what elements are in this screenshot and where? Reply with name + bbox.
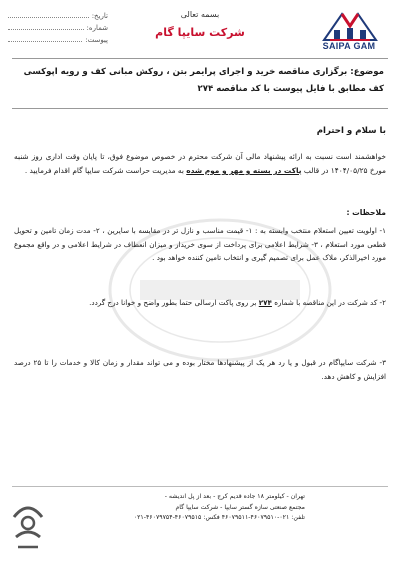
- body-text-c: به مدیریت حراست شرکت سایپا گام اقدام فرمایید .: [24, 166, 184, 175]
- note-3: ۳- شرکت سایپاگام در قبول و یا رد هر یک از پیشنهادها مختار بوده و می تواند مقدار و زمان کالا و خدمات را تا ۲۵ درصد افزایش و کاهش دهد.: [14, 358, 386, 381]
- footer-address: [95, 492, 305, 524]
- greeting: با سلام و احترام: [316, 126, 386, 136]
- body-text-a: خواهشمند است نسبت به ارائه پیشنهاد مالی آن شرکت محترم در خصوص موضوع فوق، تا پایان وقت اداری روز شنبه مورخ ۱۴۰۴/۰۵/۲۵ در قالب: [14, 152, 386, 175]
- subject-line: موضوع: برگزاری مناقصه خرید و اجرای پرایمر بتن ، روکش مبانی کف و رویه اپوکسی کف مطابق با فایل پیوست با کد مناقصه ۲۷۴: [23, 67, 384, 94]
- header-divider: [12, 58, 388, 59]
- body-paragraph: [14, 150, 386, 178]
- meta-number: [8, 20, 108, 32]
- bismillah: بسمه تعالی: [180, 10, 220, 19]
- meta-attachment: [8, 32, 108, 44]
- meta-date-label: تاریخ:: [91, 12, 108, 20]
- meta-attachment-line: [8, 41, 82, 42]
- notes-title: ملاحظات :: [346, 208, 386, 217]
- note-2-text-c: بر روی پاکت ارسالی حتما بطور واضح و خوانا درج گردد.: [89, 298, 257, 307]
- footer-line-2: مجتمع صنعتی سازه گستر سایپا - شرکت سایپا گام: [175, 503, 305, 511]
- footer-divider: [12, 486, 388, 487]
- body-text-emphasis: پاکت در بسته و مهر و موم شده: [186, 166, 302, 175]
- meta-number-line: [8, 29, 84, 30]
- saipa-gam-logo-icon: [320, 6, 380, 42]
- footer-line-1: تهران - کیلومتر ۱۸ جاده قدیم کرج - بعد از پل اندیشه -: [164, 493, 305, 500]
- note-2-text-a: ۲- کد شرکت در این مناقصه با شماره: [274, 298, 386, 307]
- meta-number-label: شماره:: [86, 24, 108, 32]
- footer-logo-icon: [10, 497, 46, 553]
- note-1: ۱- اولویت تعیین استعلام منتخب وابسته به : ۱- قیمت مناسب و نازل تر در مقایسه با سایرین ، ۲- مدت زمان تامین و تحویل قطعی مورد استعلام ، ۳- شرایط اعلامی برای پرداخت از سوی خریدار و میزان انعطاف در شرایط اعلامی و در واقع مجموع مورد اخیرالذکر، ملاک عمل برای تصمیم گیری و انتخاب تامین کننده خواهد بود .: [14, 226, 386, 262]
- note-2-code: ۲۷۴: [258, 298, 272, 307]
- meta-date: [8, 8, 108, 20]
- logo-text: SAIPA GAM: [322, 41, 376, 51]
- meta-attachment-label: پیوست:: [85, 36, 108, 44]
- company-name-fa: شرکت سایپا گام: [155, 26, 245, 39]
- letter-meta: [8, 8, 108, 44]
- subject-divider: [12, 108, 388, 109]
- note-2: [14, 296, 386, 310]
- meta-date-line: [8, 17, 89, 18]
- footer-line-3: تلفن: ۰۲۱-۴۶۰۷۹۵۱۰-۴۶۰۷۹۵۱۱ فکس: ۴۶۰۷۹۵۱۵-۴۶۰۷۹۷۵۴-۰۲۱: [133, 514, 305, 521]
